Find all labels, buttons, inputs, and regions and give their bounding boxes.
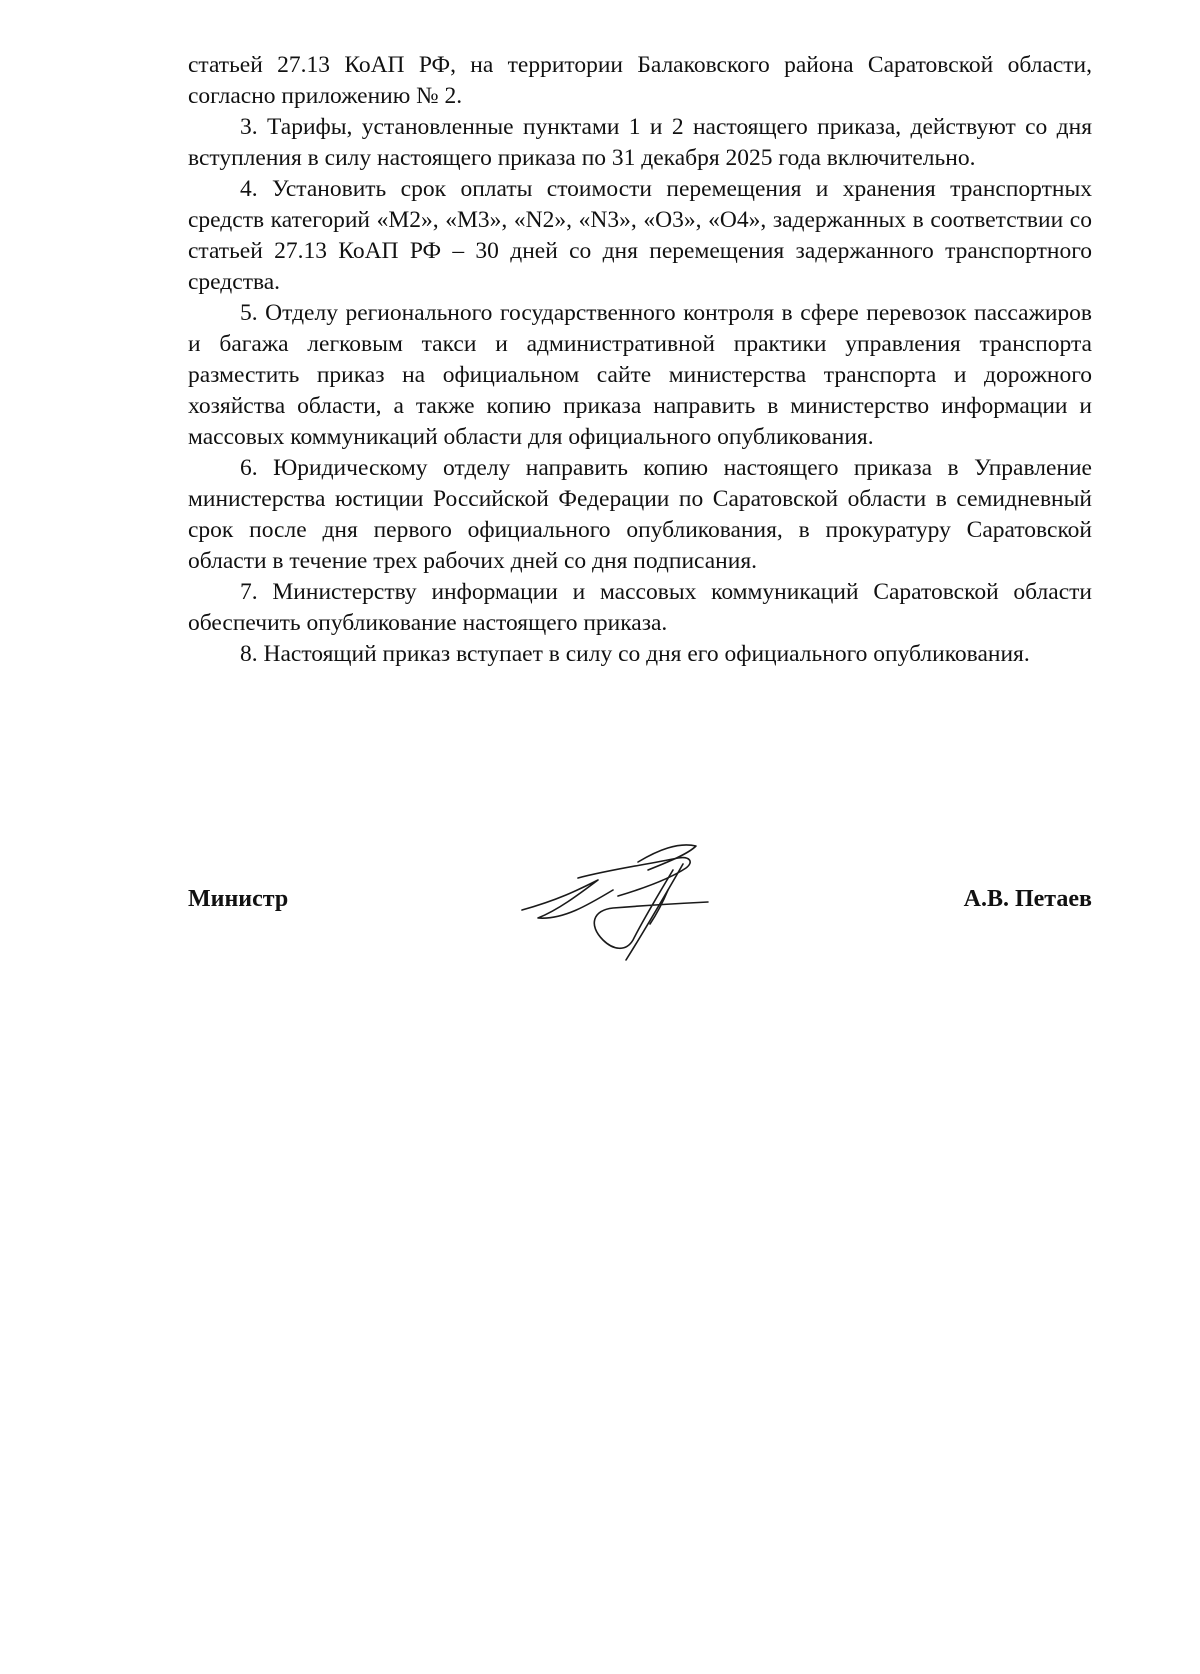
paragraph-6: 6. Юридическому отделу направить копию настоящего приказа в Управление министерства юстиции Российской Федерации по Саратовской области в семидневный срок после дня первого официального опубликования, в прокуратуру Саратовской области в течение трех рабочих дней со дня подписания. <box>188 455 1092 574</box>
paragraph-4: 4. Установить срок оплаты стоимости перемещения и хранения транспортных средств категорий «М2», «М3», «N2», «N3», «О3», «О4», задержанных в соответствии со статьей 27.13 КоАП РФ – 30 дней со дня перемещения задержанного транспортного средства. <box>188 176 1092 295</box>
paragraph-3: 3. Тарифы, установленные пунктами 1 и 2 настоящего приказа, действуют со дня вступления в силу настоящего приказа по 31 декабря 2025 года включительно. <box>188 114 1092 171</box>
handwritten-signature <box>518 840 718 980</box>
paragraph-continuation: статьей 27.13 КоАП РФ, на территории Балаковского района Саратовской области, согласно приложению № 2. <box>188 52 1092 109</box>
signature-block <box>188 840 1092 980</box>
paragraph-7: 7. Министерству информации и массовых коммуникаций Саратовской области обеспечить опубликование настоящего приказа. <box>188 579 1092 636</box>
signatory-title: Министр <box>188 886 289 912</box>
document-body <box>188 50 1092 670</box>
signatory-name: А.В. Петаев <box>963 886 1092 912</box>
paragraph-8: 8. Настоящий приказ вступает в силу со дня его официального опубликования. <box>240 641 1030 667</box>
paragraph-5: 5. Отделу регионального государственного контроля в сфере перевозок пассажиров и багажа легковым такси и административной практики управления транспорта разместить приказ на официальном сайте министерства транспорта и дорожного хозяйства области, а также копию приказа направить в министерство информации и массовых коммуникаций области для официального опубликования. <box>188 300 1092 450</box>
